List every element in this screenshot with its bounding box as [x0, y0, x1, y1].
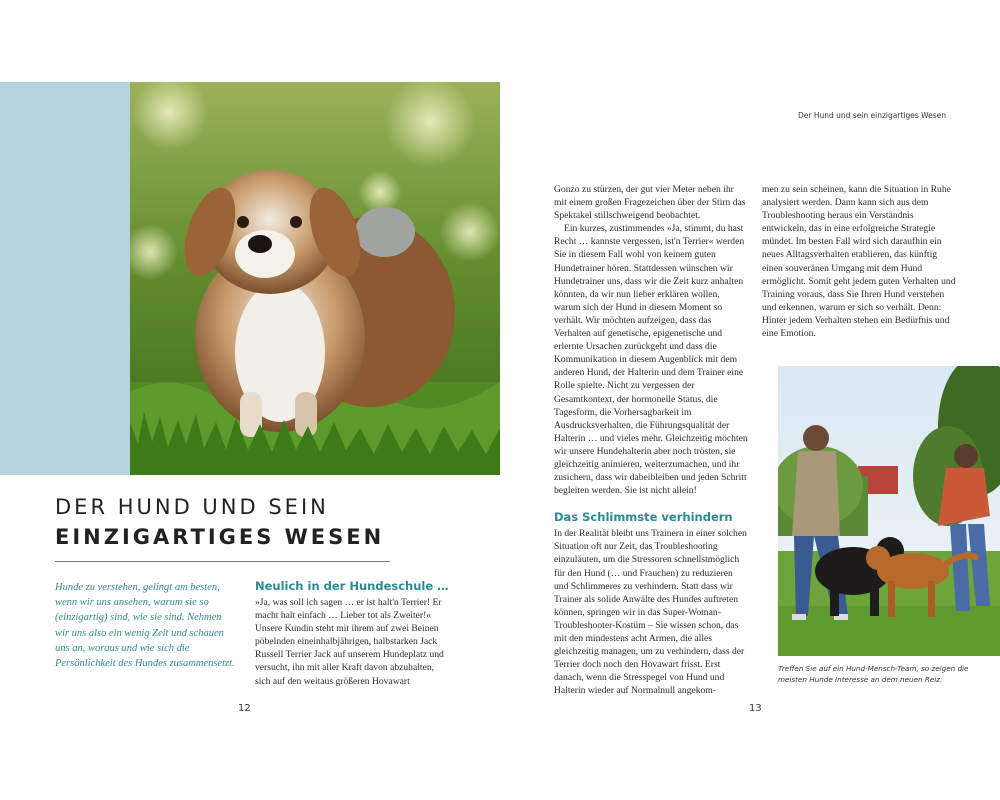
- chapter-title-line1: DER HUND UND SEIN: [55, 495, 329, 519]
- section-heading-schlimmste: Das Schlimmste verhindern: [554, 510, 733, 525]
- photo-caption: Treffen Sie auf ein Hund-Mensch-Team, so zeigen die meisten Hunde Interesse an dem neuen Reiz.: [778, 664, 969, 684]
- section-body-hundeschule: »Ja, was soll ich sagen … er ist halt'n Terrier! Er macht halt einfach … Lieber tot als Zweiter!« Unsere Kundin steht mit ihrem auf zwei Beinen pöbelnden eineinhalbjährigen, halbstarken Jack Russell Terrier Jack auf unserem Hundeplatz und versucht, ihn mit aller Kraft davon abzuhalten, sich auf den weitaus größeren Hovawart: [255, 597, 444, 687]
- col1-paragraph-1: Gonzo zu stürzen, der gut vier Meter neben ihr mit einem großen Fragezeichen über der Stirn das Spektakel stillschweigend beobachtet.: [554, 184, 746, 222]
- right-page: [500, 0, 1000, 800]
- title-divider: [55, 561, 390, 562]
- page-number-left: 12: [238, 703, 251, 714]
- col2-paragraph-1: men zu sein scheinen, kann die Situation in Ruhe analysiert werden. Dann kann sich aus dem Troubleshooting heraus ein Verständnis entwickeln, das in eine erfolgreiche Strategie mündet. Im besten Fall wird sich daraufhin ein neues Alltagsverhalten etablieren, das künftig einen souveränen Umgang mit dem Hund ermöglicht. Somit geht jedem guten Verhalten und Training voraus, dass Sie Ihren Hund verstehen und erkennen, warum er sich so verhält. Denn: Hinter jedem Verhalten stehen ein Bedürfnis und eine Emotion.: [762, 184, 956, 340]
- dog-photo: [130, 82, 500, 475]
- chapter-intro: Hunde zu verstehen, gelingt am besten, wenn wir uns ansehen, warum sie so (einzigartig) sind, wie sie sind. Nehmen wir uns also ein wenig Zeit und schauen uns an, woraus und wie sich die Persönlichkeit des Hundes zusammensetzt.: [55, 582, 235, 670]
- decorative-blue-block: [0, 82, 130, 475]
- section-heading-hundeschule: Neulich in der Hundeschule …: [255, 579, 449, 593]
- chapter-title: [55, 492, 495, 552]
- running-header: Der Hund und sein einzigartiges Wesen: [797, 111, 946, 120]
- left-text-column: [255, 578, 450, 688]
- col1-paragraph-2: Ein kurzes, zustimmendes »Ja, stimmt, du hast Recht … kannste vergessen, ist'n Terrier« werden Sie in diesem Fall wohl von keinem guten Hundetrainer hören. Stattdessen wünschen wir Hundetrainer uns, dass wir die Zeit kurz anhalten könnten, da wir nun lieber erklären wollen, warum sich der Hund in diesem Moment so verhält. Wir möchten aufzeigen, dass das Verhalten auf genetische, epigenetische und erlernte Ursachen zurückgeht und dass die Kommunikation in diesem Augenblick mit dem anderen Hund, der Halterin und dem Trainer eine Rolle spielte. Nicht zu vergessen der Gesamtkontext, der hormonelle Status, die Tagesform, die Vorhersagbarkeit im Ausdrucksverhalten, die Führungsqualität der Halterin … und vieles mehr. Gleichzeitig möchten wir unsere Hundehalterin aber noch trösten, sie gleichzeitig animieren, weiterzumachen, und ihr zusichern, dass wir dabeibleiben und jeden Schritt begleiten werden. Sie ist nicht allein!: [554, 223, 748, 497]
- chapter-title-line2: EINZIGARTIGES WESEN: [55, 525, 385, 549]
- people-with-dogs-photo: [778, 366, 1000, 656]
- right-text-column-2: [762, 183, 956, 340]
- right-text-column-1: [554, 183, 748, 697]
- page-number-right: 13: [749, 703, 762, 714]
- col1-paragraph-3: In der Realität bleibt uns Trainern in einer solchen Situation oft nur Zeit, das Troubleshooting einzuläuten, um die Stressoren schnellstmöglich für den Hund (… und Frauchen) zu reduzieren und Schlimmeres zu verhindern. Statt dass wir Trainer als solide Anwälte des Hundes auftreten können, springen wir in das Super-Woman-Troubleshooter-Kostüm – Sie wissen schon, das mit den mindestens acht Armen, die alles gleichzeitig managen, um zu verhindern, dass der Terrier doch noch den Hovawart frisst. Erst danach, wenn die Stresspegel von Hund und Halterin wieder auf Normalnull angekom-: [554, 528, 747, 697]
